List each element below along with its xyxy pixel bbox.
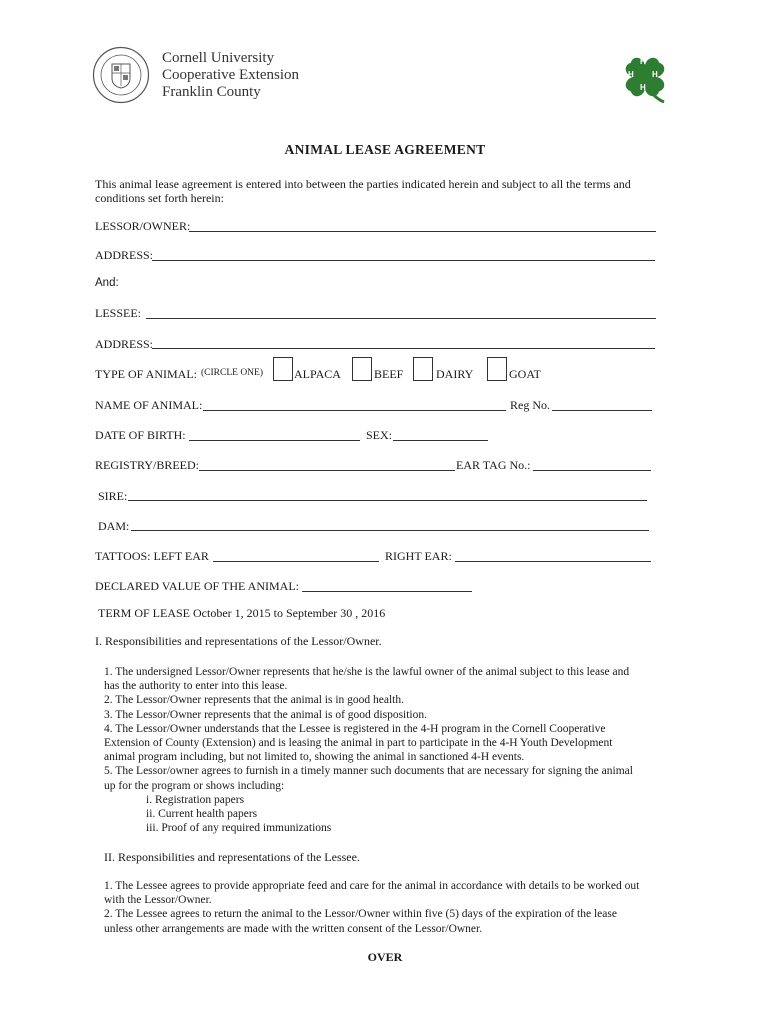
lessor-owner-field[interactable] xyxy=(189,231,656,232)
beef-checkbox[interactable] xyxy=(352,357,372,381)
declared-value-label: DECLARED VALUE OF THE ANIMAL: xyxy=(95,579,300,593)
institution-line-3: Franklin County xyxy=(162,84,261,100)
cornell-seal-icon xyxy=(92,46,150,104)
section-1-heading: I. Responsibilities and representations of the Lessor/Owner. xyxy=(95,634,382,648)
lessor-address-field[interactable] xyxy=(152,260,655,261)
section-1-line: up for the program or shows including: xyxy=(104,779,285,792)
lessee-address-label: ADDRESS: xyxy=(95,337,154,351)
svg-text:H: H xyxy=(628,70,634,79)
health-papers-item: ii. Current health papers xyxy=(146,808,258,821)
dairy-option-label: DAIRY xyxy=(436,367,474,381)
registry-breed-field[interactable] xyxy=(199,470,455,471)
dam-label: DAM: xyxy=(98,519,130,533)
section-1-line: 5. The Lessor/owner agrees to furnish in a timely manner such documents that are necessary for signing the animal xyxy=(104,765,633,778)
institution-name xyxy=(162,50,299,101)
reg-no-label: Reg No. xyxy=(510,398,550,412)
goat-checkbox[interactable] xyxy=(487,357,507,381)
circle-one-note: (CIRCLE ONE) xyxy=(201,368,264,378)
dam-field[interactable] xyxy=(131,530,649,531)
ear-tag-field[interactable] xyxy=(533,470,651,471)
section-1-body xyxy=(104,665,633,835)
registry-breed-label: REGISTRY/BREED: xyxy=(95,458,200,472)
intro-paragraph: This animal lease agreement is entered into between the parties indicated herein and subject to all the terms and conditions set forth herein: xyxy=(95,177,631,205)
svg-text:H: H xyxy=(640,57,646,66)
section-1-line: 3. The Lessor/Owner represents that the animal is of good disposition. xyxy=(104,708,428,721)
institution-line-1: Cornell University xyxy=(162,50,275,66)
immunizations-item: iii. Proof of any required immunizations xyxy=(146,822,332,835)
section-1-line: 4. The Lessor/Owner understands that the Lessee is registered in the 4-H program in the Cornell Cooperative xyxy=(104,722,606,735)
section-1-line: has the authority to enter into this lease. xyxy=(104,680,288,693)
tattoos-left-ear-field[interactable] xyxy=(213,561,379,562)
section-2-line: with the Lessor/Owner. xyxy=(104,894,212,907)
registration-papers-item: i. Registration papers xyxy=(146,793,245,806)
right-ear-label: RIGHT EAR: xyxy=(385,549,452,563)
lessor-address-label: ADDRESS: xyxy=(95,248,154,262)
over-note: OVER xyxy=(367,950,403,964)
goat-option-label: GOAT xyxy=(509,367,541,381)
section-2-line: 2. The Lessee agrees to return the animal to the Lessor/Owner within five (5) days of the expiration of the lease xyxy=(104,908,617,921)
lessee-label: LESSEE: xyxy=(95,306,142,320)
ear-tag-label: EAR TAG No.: xyxy=(456,458,531,472)
dairy-checkbox[interactable] xyxy=(413,357,433,381)
lessee-field[interactable] xyxy=(146,318,656,319)
beef-option-label: BEEF xyxy=(374,367,404,381)
date-of-birth-label: DATE OF BIRTH: xyxy=(95,428,186,442)
sire-field[interactable] xyxy=(128,500,647,501)
declared-value-field[interactable] xyxy=(302,591,472,592)
reg-no-field[interactable] xyxy=(552,410,652,411)
page-title: ANIMAL LEASE AGREEMENT xyxy=(284,142,486,157)
sex-label: SEX: xyxy=(366,428,393,442)
tattoos-left-ear-label: TATTOOS: LEFT EAR xyxy=(95,549,209,563)
section-1-line: animal program including, but not limited to, showing the animal in sanctioned 4-H events. xyxy=(104,751,525,764)
section-2-heading: II. Responsibilities and representations of the Lessee. xyxy=(104,850,360,864)
institution-line-2: Cooperative Extension xyxy=(162,67,300,83)
name-of-animal-field[interactable] xyxy=(203,410,506,411)
type-of-animal-label: TYPE OF ANIMAL: xyxy=(95,367,198,381)
term-of-lease: TERM OF LEASE October 1, 2015 to September 30 , 2016 xyxy=(98,606,386,620)
lessor-owner-label: LESSOR/OWNER: xyxy=(95,219,191,233)
date-of-birth-field[interactable] xyxy=(189,440,360,441)
4h-clover-icon xyxy=(614,46,676,108)
section-2-line: unless other arrangements are made with the written consent of the Lessor/Owner. xyxy=(104,922,483,935)
sex-field[interactable] xyxy=(393,440,488,441)
section-1-line: 1. The undersigned Lessor/Owner represents that he/she is the lawful owner of the animal subject to this lease and xyxy=(104,666,630,678)
right-ear-field[interactable] xyxy=(455,561,651,562)
section-1-line: Extension of County (Extension) and is leasing the animal in part to participate in the 4-H Youth Development xyxy=(104,737,613,750)
section-1-line: 2. The Lessor/Owner represents that the animal is in good health. xyxy=(104,694,404,707)
svg-text:H: H xyxy=(640,83,646,92)
lessee-address-field[interactable] xyxy=(152,348,655,349)
section-2-body xyxy=(104,879,639,936)
alpaca-checkbox[interactable] xyxy=(273,357,293,381)
svg-text:H: H xyxy=(652,70,658,79)
name-of-animal-label: NAME OF ANIMAL: xyxy=(95,398,203,412)
alpaca-option-label: ALPACA xyxy=(294,367,341,381)
sire-label: SIRE: xyxy=(98,489,128,503)
and-label: And: xyxy=(95,277,119,289)
section-2-line: 1. The Lessee agrees to provide appropriate feed and care for the animal in accordance with details to be worked out xyxy=(104,880,640,892)
